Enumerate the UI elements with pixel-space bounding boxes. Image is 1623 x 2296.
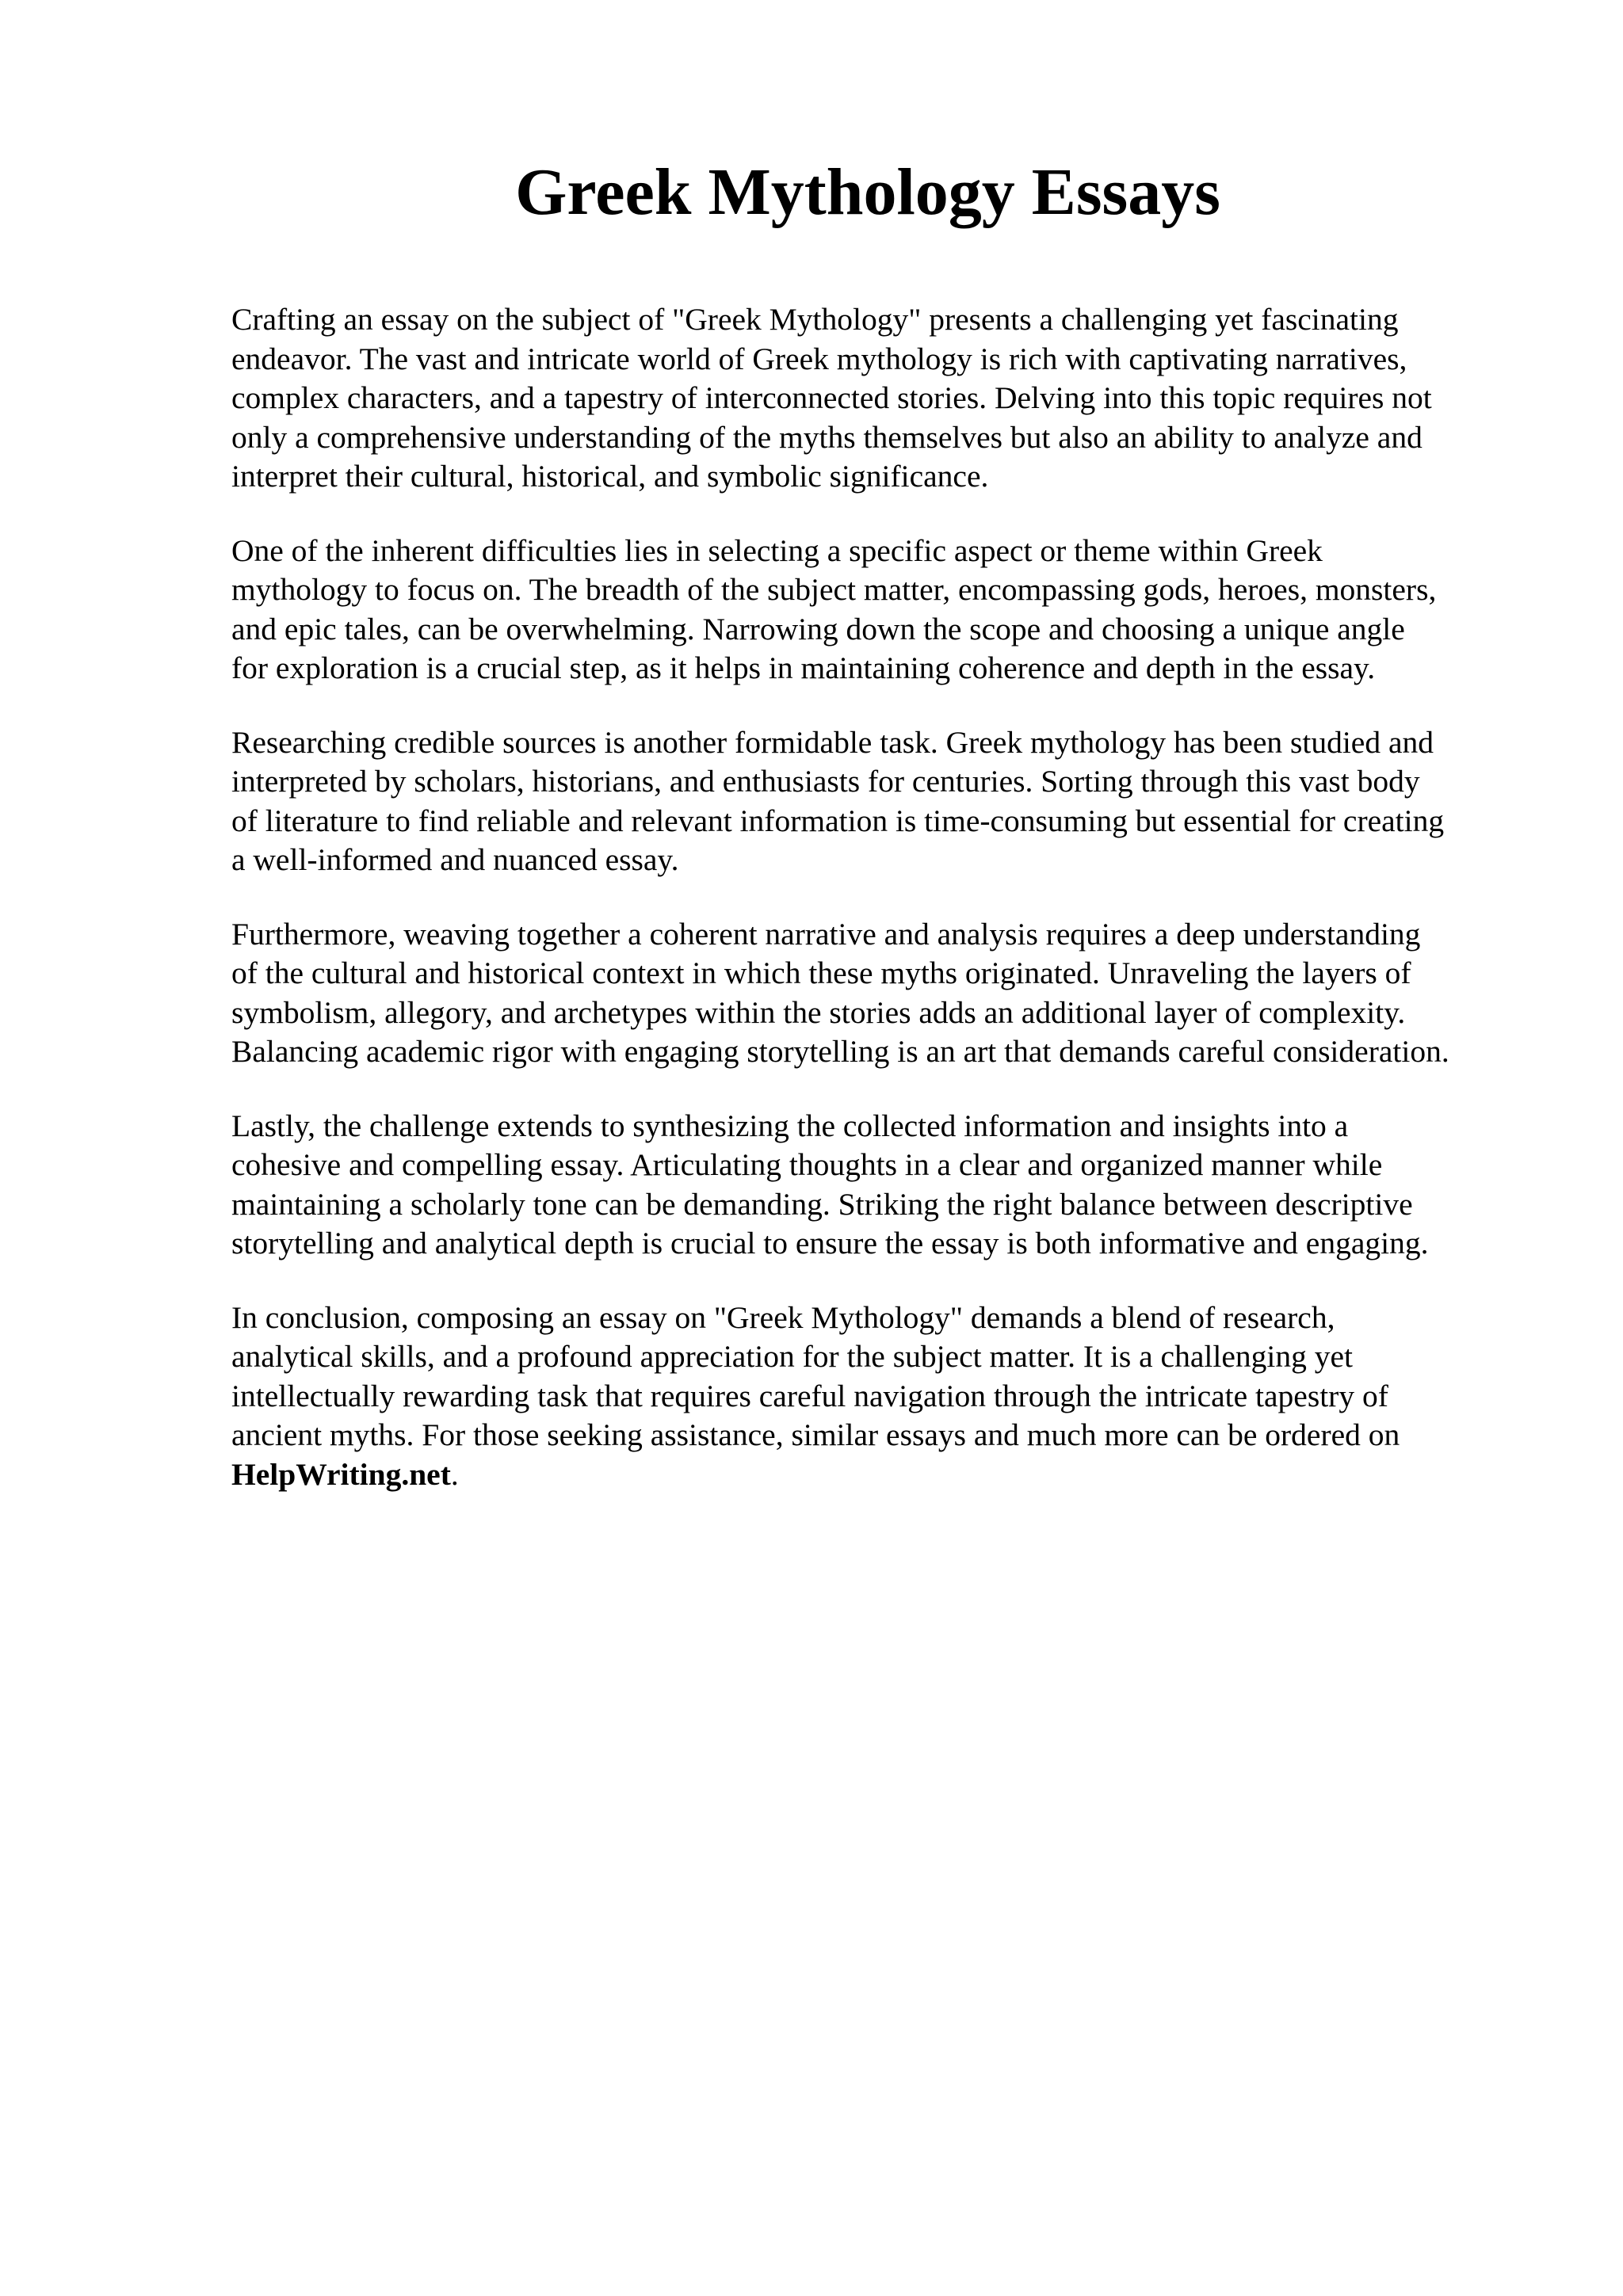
paragraph-1: [231, 300, 1531, 497]
text-line: Balancing academic rigor with engaging storytelling is an art that demands careful consideration.: [231, 1034, 1449, 1069]
text-line: endeavor. The vast and intricate world of Greek mythology is rich with captivating narratives,: [231, 341, 1407, 376]
closing-line: [231, 1455, 1531, 1495]
text-line: cohesive and compelling essay. Articulating thoughts in a clear and organized manner while: [231, 1147, 1383, 1182]
closing-punctuation: .: [450, 1456, 459, 1492]
text-line: only a comprehensive understanding of the myths themselves but also an ability to analyze and: [231, 419, 1423, 455]
text-line: maintaining a scholarly tone can be demanding. Striking the right balance between descriptive: [231, 1186, 1413, 1222]
text-line: Furthermore, weaving together a coherent narrative and analysis requires a deep understanding: [231, 916, 1421, 952]
paragraph-2: [231, 532, 1531, 688]
helpwriting-link[interactable]: HelpWriting.net: [231, 1456, 451, 1492]
text-line: a well-informed and nuanced essay.: [231, 842, 679, 877]
text-line: complex characters, and a tapestry of interconnected stories. Delving into this topic requires not: [231, 380, 1432, 415]
text-line: In conclusion, composing an essay on "Greek Mythology" demands a blend of research,: [231, 1299, 1335, 1335]
text-line: analytical skills, and a profound appreciation for the subject matter. It is a challenging yet: [231, 1339, 1353, 1374]
text-line: of the cultural and historical context in which these myths originated. Unraveling the layers of: [231, 955, 1411, 990]
page-title: Greek Mythology Essays: [515, 155, 1220, 229]
paragraph-3: [231, 723, 1531, 880]
text-line: One of the inherent difficulties lies in selecting a specific aspect or theme within Greek: [231, 532, 1323, 568]
text-line: Crafting an essay on the subject of "Greek Mythology" presents a challenging yet fascinating: [231, 302, 1399, 337]
text-line: interpreted by scholars, historians, and enthusiasts for centuries. Sorting through this vast body: [231, 764, 1420, 799]
paragraph-6: [231, 1299, 1531, 1495]
text-line: intellectually rewarding task that requires careful navigation through the intricate tapestry of: [231, 1378, 1388, 1413]
paragraph-4: [231, 915, 1531, 1072]
text-line: symbolism, allegory, and archetypes within the stories adds an additional layer of complexity.: [231, 994, 1406, 1030]
text-line: interpret their cultural, historical, and symbolic significance.: [231, 459, 989, 494]
text-line: storytelling and analytical depth is crucial to ensure the essay is both informative and engaging.: [231, 1226, 1429, 1261]
essay-body: [231, 300, 1531, 1529]
text-line: Lastly, the challenge extends to synthesizing the collected information and insights into a: [231, 1108, 1349, 1143]
text-line: Researching credible sources is another formidable task. Greek mythology has been studied and: [231, 724, 1434, 760]
text-line: and epic tales, can be overwhelming. Narrowing down the scope and choosing a unique angle: [231, 611, 1405, 646]
paragraph-5: [231, 1107, 1531, 1264]
text-line: mythology to focus on. The breadth of the subject matter, encompassing gods, heroes, monsters,: [231, 572, 1437, 607]
text-line: for exploration is a crucial step, as it helps in maintaining coherence and depth in the essay.: [231, 650, 1376, 685]
text-line: of literature to find reliable and relevant information is time-consuming but essential for creating: [231, 803, 1445, 838]
text-line: ancient myths. For those seeking assistance, similar essays and much more can be ordered on: [231, 1417, 1400, 1452]
